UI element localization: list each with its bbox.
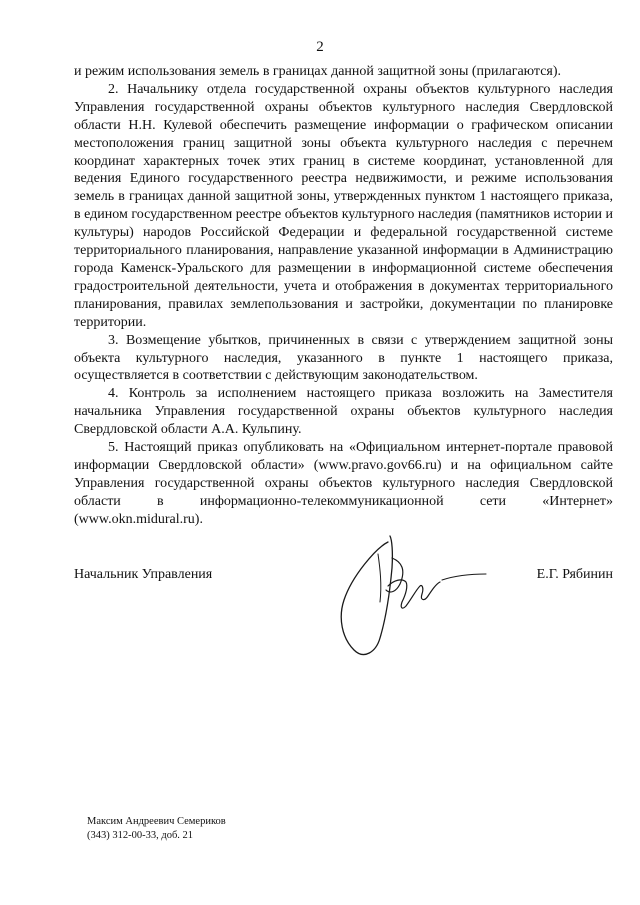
executor-info (87, 815, 226, 843)
paragraph-1-continuation: и режим использования земель в границах данной защитной зоны (прилагаются). (74, 64, 562, 79)
paragraph-3: 3. Возмещение убытков, причиненных в связи с утверждением защитной зоны объекта культурного наследия, указанного в пункте 1 настоящего приказа, осуществляется в соответствии с действующим законодательством. (74, 332, 613, 384)
executor-name: Максим Андреевич Семериков (87, 816, 226, 827)
signature-row (74, 566, 613, 586)
paragraph-4: 4. Контроль за исполнением настоящего приказа возложить на Заместителя начальника Управления государственной охраны объектов культурного наследия Свердловской области А.А. Кульпину. (74, 386, 613, 438)
paragraph-2: 2. Начальнику отдела государственной охраны объектов культурного наследия Управления государственной охраны объектов культурного наследия Свердловской области Н.Н. Кулевой обеспечить размещение информации о графическом описании местоположения границ защитной зоны объекта культурного наследия с перечнем координат характерных точек этих границ в системе координат, установленной для ведения Единого государственного реестра недвижимости, и режиме использования земель в границах данной защитной зоны, утвержденных пунктом 1 настоящего приказа, в едином государственном реестре объектов культурного наследия (памятников истории и культуры) народов Российской Федерации и федеральной государственной системе территориального планирования, направление указанной информации в Администрацию города Каменск-Уральского для размещении в информационной системе обеспечения градостроительной деятельности, учета и отображения в документах территориального планирования, правилах землепользования и застройки, документации по планировке территории. (74, 81, 613, 330)
handwritten-signature (330, 528, 500, 668)
signatory-name: Е.Г. Рябинин (536, 567, 613, 582)
signatory-title: Начальник Управления (74, 567, 213, 582)
executor-phone: (343) 312-00-33, доб. 21 (87, 830, 194, 841)
paragraph-5: 5. Настоящий приказ опубликовать на «Официальном интернет-портале правовой информации Свердловской области» (www.pravo.gov66.ru) и на официальном сайте Управления государственной охраны объектов культурного наследия Свердловской области в информационно-телекоммуникационной сети «Интернет» (www.okn.midural.ru). (74, 440, 613, 527)
page-number: 2 (316, 39, 324, 55)
document-body (74, 63, 613, 529)
